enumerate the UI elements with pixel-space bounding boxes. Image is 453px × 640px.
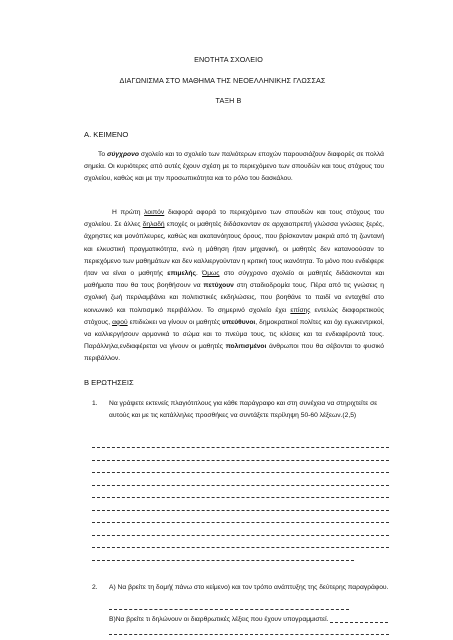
section-a-title: Α. ΚΕΙΜΕΝΟ [84, 130, 129, 139]
answer-line [92, 497, 389, 498]
answer-line [330, 622, 388, 623]
answer-line [92, 522, 389, 523]
answer-line [92, 510, 389, 511]
question-1-text: Να γράψετε εκτενείς πλαγιότιτλους για κάθε παράγραφο και στη συνέχεια να στηριχτείτε σε αυτούς και με τις κατάλληλες προσθήκες να συντάξετε περίληψη 50-60 λέξεων.(2,5) [109, 400, 378, 420]
paragraph-1: Το σύγχρονο σχολείο και το σχολείο των παλιότερων εποχών παρουσιάζουν διαφορές σε πολλά σημεία. Οι κυριότερες από αυτές έχουν σχέση με το περιεχόμενο των σπουδών και τους στόχους του σχολείου, καθώς και με την προσωπικότητα και το ρόλο του δασκάλου. [84, 151, 384, 183]
answer-line [92, 547, 389, 548]
section-b-title: Β ΕΡΩΤΗΣΕΙΣ [84, 378, 134, 387]
question-2b-text: Β)Να βρείτε τι δηλώνουν οι διαρθρωτικές λέξεις που έχουν υπογραμμιστεί. [109, 616, 329, 623]
answer-line [109, 634, 389, 635]
answer-line [92, 472, 389, 473]
answer-line [92, 560, 354, 561]
question-2-number: 2. [92, 584, 98, 591]
class-heading: ΤΑΞΗ Β [215, 96, 242, 105]
answer-line [109, 609, 349, 610]
paragraph-2: Η πρώτη λοιπόν διαφορά αφορά το περιεχόμενο των σπουδών και τους στόχους του σχολείου. Σε άλλες δηλαδή εποχές οι μαθητές διδάσκονταν σε αρχαιοπρεπή γλώσσα γνώσεις ξερές, άχρηστες και μονόπλευρες, καθώς και ακατανόητους όρους, που βρίσκονταν μακριά από τη ζωντανή και ελκυστική πραγματικότητα, ενώ η μάθηση ήταν μηχανική, οι μαθητές δεν κατανοούσαν το περιεχόμενο των μαθημάτων και δεν καλλιεργούνταν η κριτική τους ικανότητα. Το μόνο που ενδιέφερε ήταν να είναι ο μαθητής επιμελής. Όμως στο σύγχρονο σχολείο οι μαθητές διδάσκονται και μαθήματα που θα τους βοηθήσουν να πετύχουν στη σταδιοδρομία τους. Πέρα από τις γνώσεις η σχολική ζωή περιλαμβάνει και πολιτιστικές εκδηλώσεις, που βοηθάνε το παιδί να ενταχθεί στο κοινωνικό και πολιτισμικό περιβάλλον. Το σημερινό σχολείο έχει επίσης εντελώς διαφορετικούς στόχους, αφού επιδιώκει να γίνουν οι μαθητές υπεύθυνοι, δημοκρατικοί πολίτες και όχι εγωκεντρικοί, να καλλιεργήσουν αρμονικά το σώμα και το πνεύμα τους, τις κλίσεις και τα ενδιαφέροντά τους. Παράλληλα,ενδιαφέρεται να γίνουν οι μαθητές πολιτισμένοι άνθρωποι που θα σέβονται το φυσικό περιβάλλον. [84, 209, 384, 363]
answer-line [92, 485, 389, 486]
question-1-number: 1. [92, 400, 98, 407]
answer-line [92, 447, 389, 448]
exam-heading: ΔΙΑΓΩΝΙΣΜΑ ΣΤΟ ΜΑΘΗΜΑ ΤΗΣ ΝΕΟΕΛΛΗΝΙΚΗΣ ΓΛΩΣΣΑΣ [119, 76, 326, 85]
unit-heading: ΕΝΟΤΗΤΑ ΣΧΟΛΕΙΟ [194, 55, 263, 64]
answer-line [92, 535, 389, 536]
question-2a-text: Α) Να βρείτε τη δομή( πάνω στο κείμενο) και τον τρόπο ανάπτυξης της δεύτερης παραγράφου. [109, 584, 389, 591]
answer-line [92, 460, 389, 461]
